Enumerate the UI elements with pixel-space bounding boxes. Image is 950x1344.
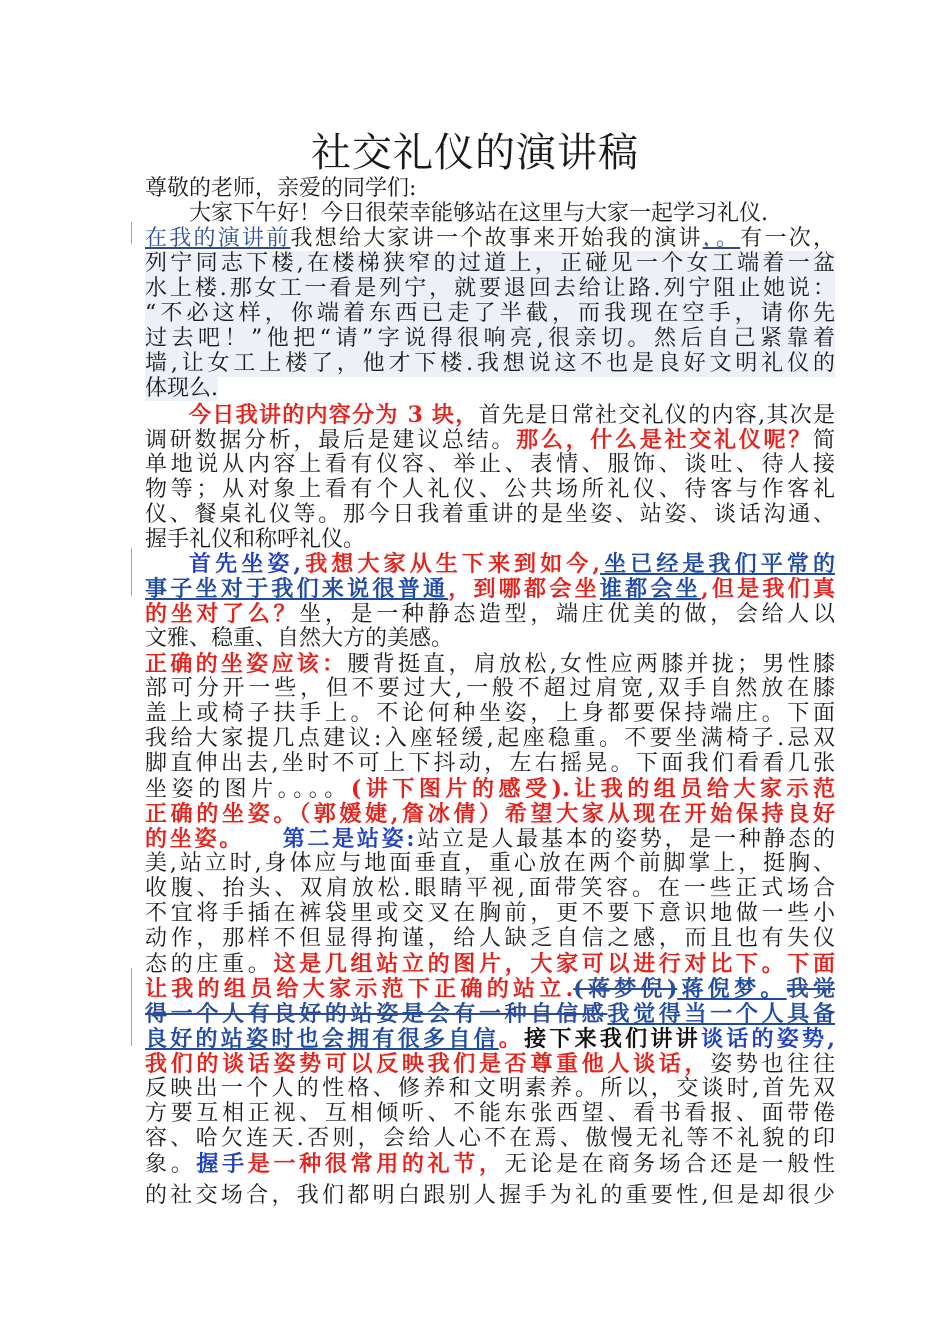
tracked-deletion: 我觉 [786, 976, 835, 1002]
outline-line: 今日我讲的内容分为 3 块，首先是日常社交礼仪的内容,其次是 [189, 402, 835, 428]
sitting-line: 事子坐对于我们来说很普通，到哪都会坐谁都会坐,但是我们真 [145, 576, 835, 602]
body-line: 物等；从对象上看有个人礼仪、公共场所礼仪、待客与作客礼 [145, 477, 835, 502]
body-line: 让我的组员给大家示范下正确的站立.(蒋梦倪)蒋倪梦。我觉 [145, 976, 835, 1002]
story-line: 墙,让女工上楼了，他才下楼.我想说这不也是良好文明礼仪的 [145, 351, 835, 376]
body-line: 我给大家提几点建议:入座轻缓,起座稳重。不要坐满椅子.忌双 [145, 726, 835, 751]
body-line: 反映出一个人的性格、修养和文明素养。所以，交谈时,首先双 [145, 1076, 835, 1101]
sitting-line: 的坐对了么？坐，是一种静态造型，端庄优美的做，会给人以 [145, 601, 835, 627]
body-line: 正确的坐姿。（郭媛婕,詹冰倩）希望大家从现在开始保持良好 [145, 801, 835, 827]
body-line: 动作，那样不但显得拘谨，给人缺乏自信之感，而且也有失仪 [145, 926, 835, 951]
document-title: 社交礼仪的演讲稿 [311, 130, 639, 176]
sitting-heading-line: 首先坐姿,我想大家从生下来到如今,坐已经是我们平常的 [189, 551, 835, 577]
body-line: 我们的谈话姿势可以反映我们是否尊重他人谈话，姿势也往往 [145, 1051, 835, 1077]
body-line: 握手礼仪和称呼礼仪。 [145, 527, 366, 552]
revision-bar [131, 968, 132, 1046]
outline-line: 调研数据分析，最后是建议总结。那么，什么是社交礼仪呢？简 [145, 427, 835, 453]
body-line: 容、哈欠连天.否则，会给人心不在焉、傲慢无礼等不礼貌的印 [145, 1126, 835, 1151]
talking-heading-line: 良好的站姿时也会拥有很多自信。接下来我们讲讲谈话的姿势, [145, 1026, 835, 1052]
tracked-deletion: (蒋梦倪) [573, 976, 678, 1002]
body-line: 的社交场合，我们都明白跟别人握手为礼的重要性,但是却很少 [145, 1183, 835, 1208]
body-line: 单地说从内容上看有仪容、举止、表情、服饰、谈吐、待人接 [145, 452, 835, 477]
body-line: 收腹、抬头、双肩放松.眼睛平视,面带笑容。在一些正式场合 [145, 876, 835, 901]
story-line: 过去吧！”他把“请”字说得很响亮,很亲切。然后自己紧靠着 [145, 326, 835, 351]
tracked-insertion: 在我的演讲前 [145, 226, 291, 251]
body-line: 坐姿的图片。。。。(讲下图片的感受).让我的组员给大家示范 [145, 776, 835, 802]
greeting-line: 大家下午好！今日很荣幸能够站在这里与大家一起学习礼仪. [189, 201, 768, 226]
handshake-line: 象。握手是一种很常用的礼节，无论是在商务场合还是一般性 [145, 1151, 835, 1177]
story-line: 在我的演讲前我想给大家讲一个故事来开始我的演讲，。有一次， [145, 226, 835, 251]
sitting-line: 文雅、稳重、自然大方的美感。 [145, 626, 454, 651]
salutation: 尊敬的老师，亲爱的同学们: [145, 176, 417, 201]
body-line [145, 1001, 835, 1028]
story-line: 体现么. [145, 376, 218, 401]
sitting-rule-line: 正确的坐姿应该：腰背挺直，肩放松,女性应两膝并拢；男性膝 [145, 651, 835, 677]
body-line: 脚直伸出去,坐时不可上下抖动，左右摇晃。下面我们看看几张 [145, 751, 835, 776]
body-line: 不宜将手插在裤袋里或交叉在胸前，更不要下意识地做一些小 [145, 901, 835, 926]
tracked-deletion: 得一个人有良好的站姿是会有一种自信感 [145, 1001, 608, 1027]
story-line: 水上楼.那女工一看是列宁，就要退回去给让路.列宁阻止她说： [145, 276, 835, 301]
story-line: “不必这样，你端着东西已走了半截，而我现在空手，请你先 [145, 301, 835, 326]
story-line: 列宁同志下楼,在楼梯狭窄的过道上，正碰见一个女工端着一盆 [145, 251, 835, 276]
body-line: 盖上或椅子扶手上。不论何种坐姿，上身都要保持端庄。下面 [145, 701, 835, 726]
standing-heading-line: 的坐姿。 第二是站姿:站立是人最基本的姿势，是一种静态的 [145, 826, 835, 852]
revision-bar [131, 548, 132, 596]
revision-bar [131, 222, 132, 244]
body-line: 仪、餐桌礼仪等。那今日我着重讲的是坐姿、站姿、谈话沟通、 [145, 502, 835, 527]
tracked-insertion: 我觉得当一个人具备 [607, 1001, 835, 1027]
tracked-change: ，。 [702, 226, 741, 251]
body-line: 方要互相正视、互相倾听、不能东张西望、看书看报、面带倦 [145, 1101, 835, 1126]
body-line: 部可分开一些，但不要过大,一般不超过肩宽,双手自然放在膝 [145, 676, 835, 701]
body-line: 态的庄重。这是几组站立的图片，大家可以进行对比下。下面 [145, 951, 835, 977]
body-line: 美,站立时,身体应与地面垂直，重心放在两个前脚掌上，挺胸、 [145, 851, 835, 876]
